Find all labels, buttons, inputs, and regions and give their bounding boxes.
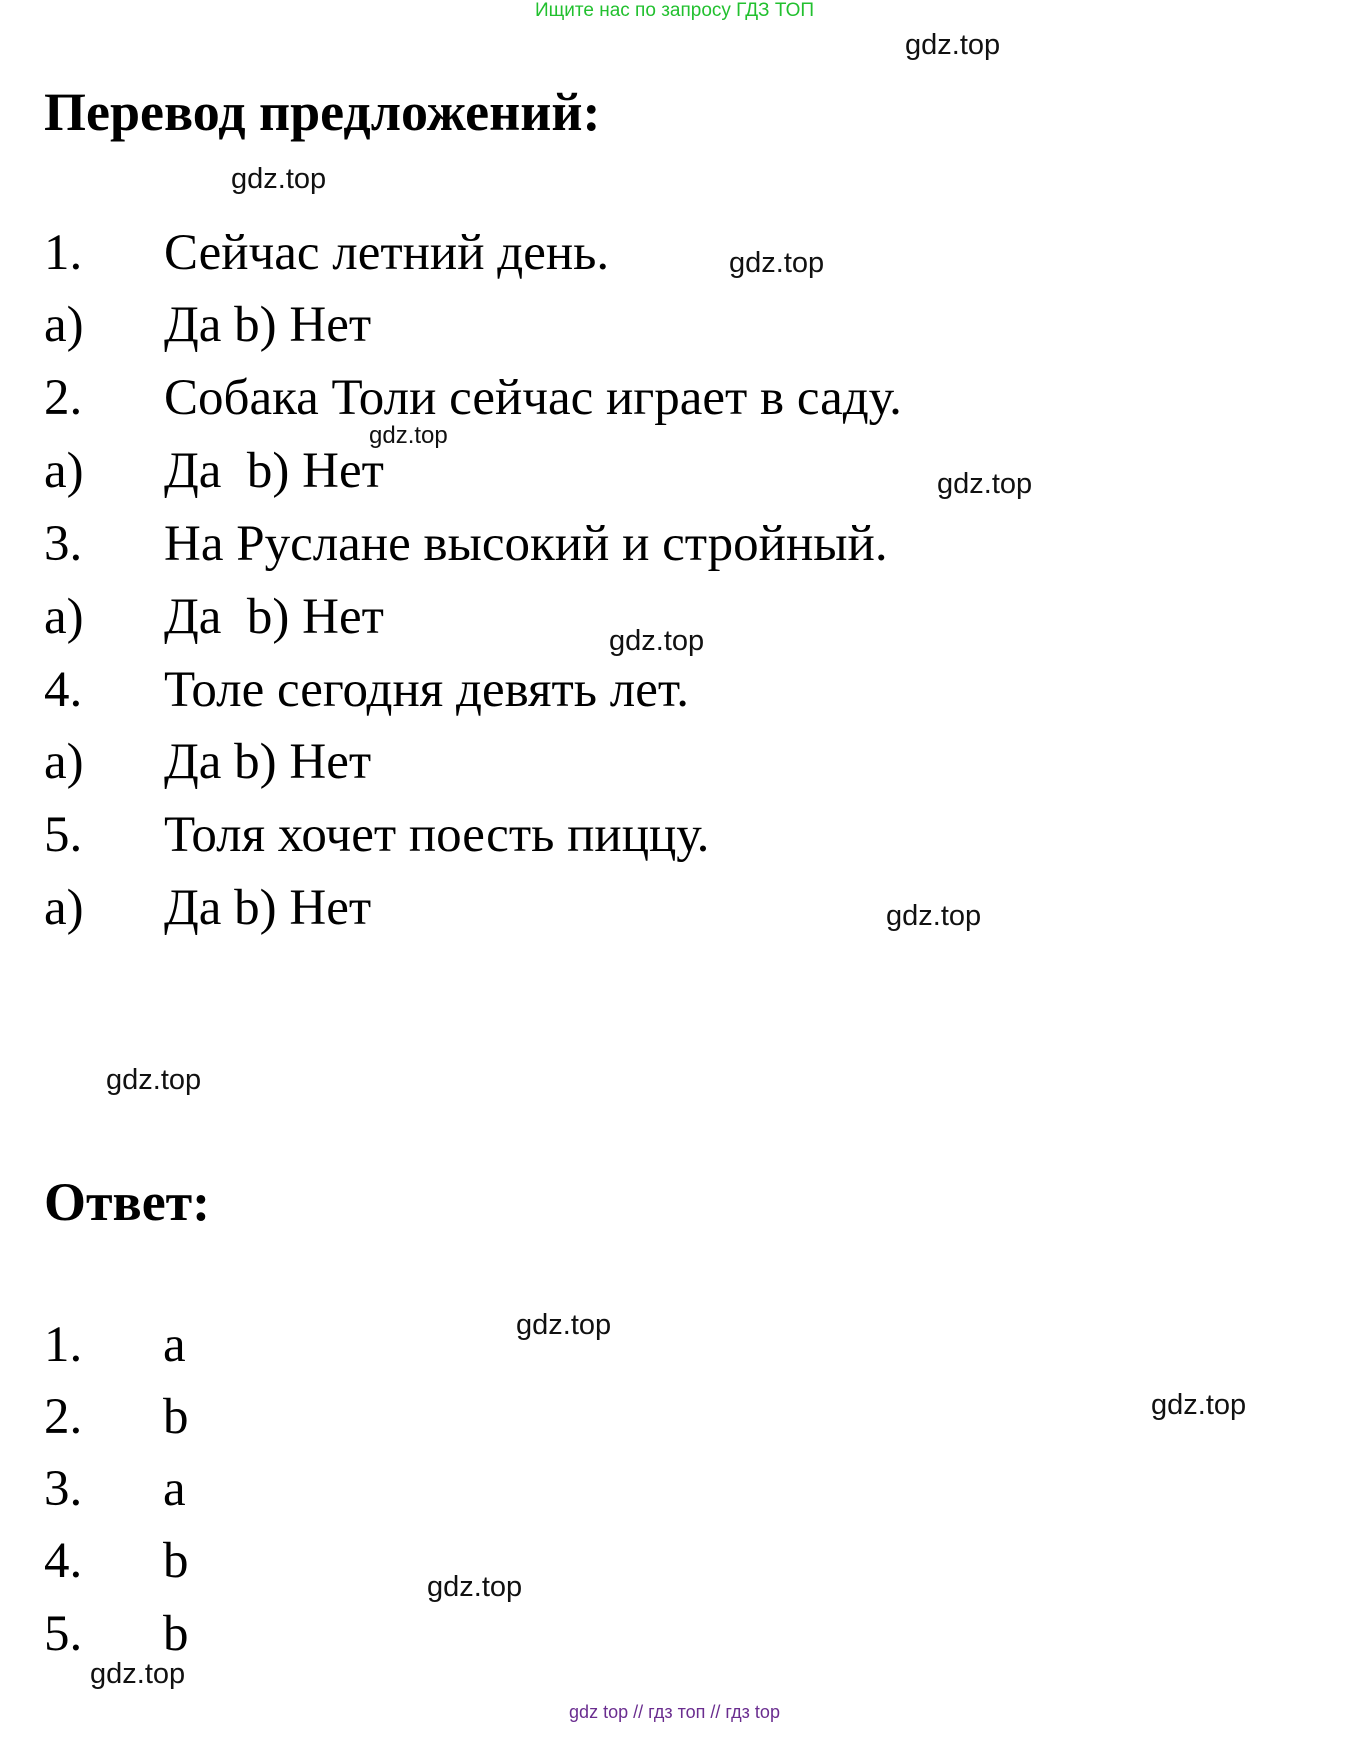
answer-heading: Ответ: xyxy=(44,1172,211,1232)
watermark: gdz.top xyxy=(369,422,448,449)
watermark: gdz.top xyxy=(106,1064,202,1096)
question-text: Сейчас летний день. xyxy=(164,225,610,281)
watermark: gdz.top xyxy=(427,1571,523,1603)
question-text: Толя хочет поесть пиццу. xyxy=(164,807,710,863)
watermark: gdz.top xyxy=(609,625,705,657)
question-number: 4. xyxy=(44,662,83,718)
answer-value: b xyxy=(163,1533,189,1589)
option-label: a) xyxy=(44,443,84,499)
question-number: 5. xyxy=(44,807,83,863)
option-text: Да b) Нет xyxy=(164,734,372,790)
watermark: gdz.top xyxy=(886,900,982,932)
answer-value: a xyxy=(163,1461,186,1517)
option-text: Да b) Нет xyxy=(164,880,372,936)
answer-value: b xyxy=(163,1389,189,1445)
option-text: Да b) Нет xyxy=(164,589,384,645)
question-number: 2. xyxy=(44,370,83,426)
watermark: gdz.top xyxy=(729,247,825,279)
question-number: 3. xyxy=(44,516,83,572)
option-label: a) xyxy=(44,734,84,790)
answer-number: 2. xyxy=(44,1389,83,1445)
answer-number: 4. xyxy=(44,1533,83,1589)
option-label: a) xyxy=(44,589,84,645)
top-search-banner: Ищите нас по запросу ГДЗ ТОП xyxy=(534,0,815,21)
option-row xyxy=(44,880,372,1036)
option-text: Да b) Нет xyxy=(164,297,372,353)
question-text: Толе сегодня девять лет. xyxy=(164,662,690,718)
watermark: gdz.top xyxy=(905,29,1001,61)
bottom-links-banner: gdz top // гдз топ // гдз top xyxy=(569,1702,780,1722)
watermark: gdz.top xyxy=(90,1658,186,1690)
option-text: Да b) Нет xyxy=(164,443,384,499)
option-label: a) xyxy=(44,297,84,353)
question-text: Собака Толи сейчас играет в саду. xyxy=(164,370,902,426)
answer-number: 3. xyxy=(44,1461,83,1517)
answer-number: 1. xyxy=(44,1317,83,1373)
answer-number: 5. xyxy=(44,1606,83,1662)
watermark: gdz.top xyxy=(937,468,1033,500)
answer-value: a xyxy=(163,1317,186,1373)
watermark: gdz.top xyxy=(231,163,327,195)
watermark: gdz.top xyxy=(516,1309,612,1341)
answer-value: b xyxy=(163,1606,189,1662)
option-label: a) xyxy=(44,880,84,936)
question-number: 1. xyxy=(44,225,83,281)
question-text: На Руслане высокий и стройный. xyxy=(164,516,888,572)
translation-heading: Перевод предложений: xyxy=(44,82,601,142)
watermark: gdz.top xyxy=(1151,1389,1247,1421)
